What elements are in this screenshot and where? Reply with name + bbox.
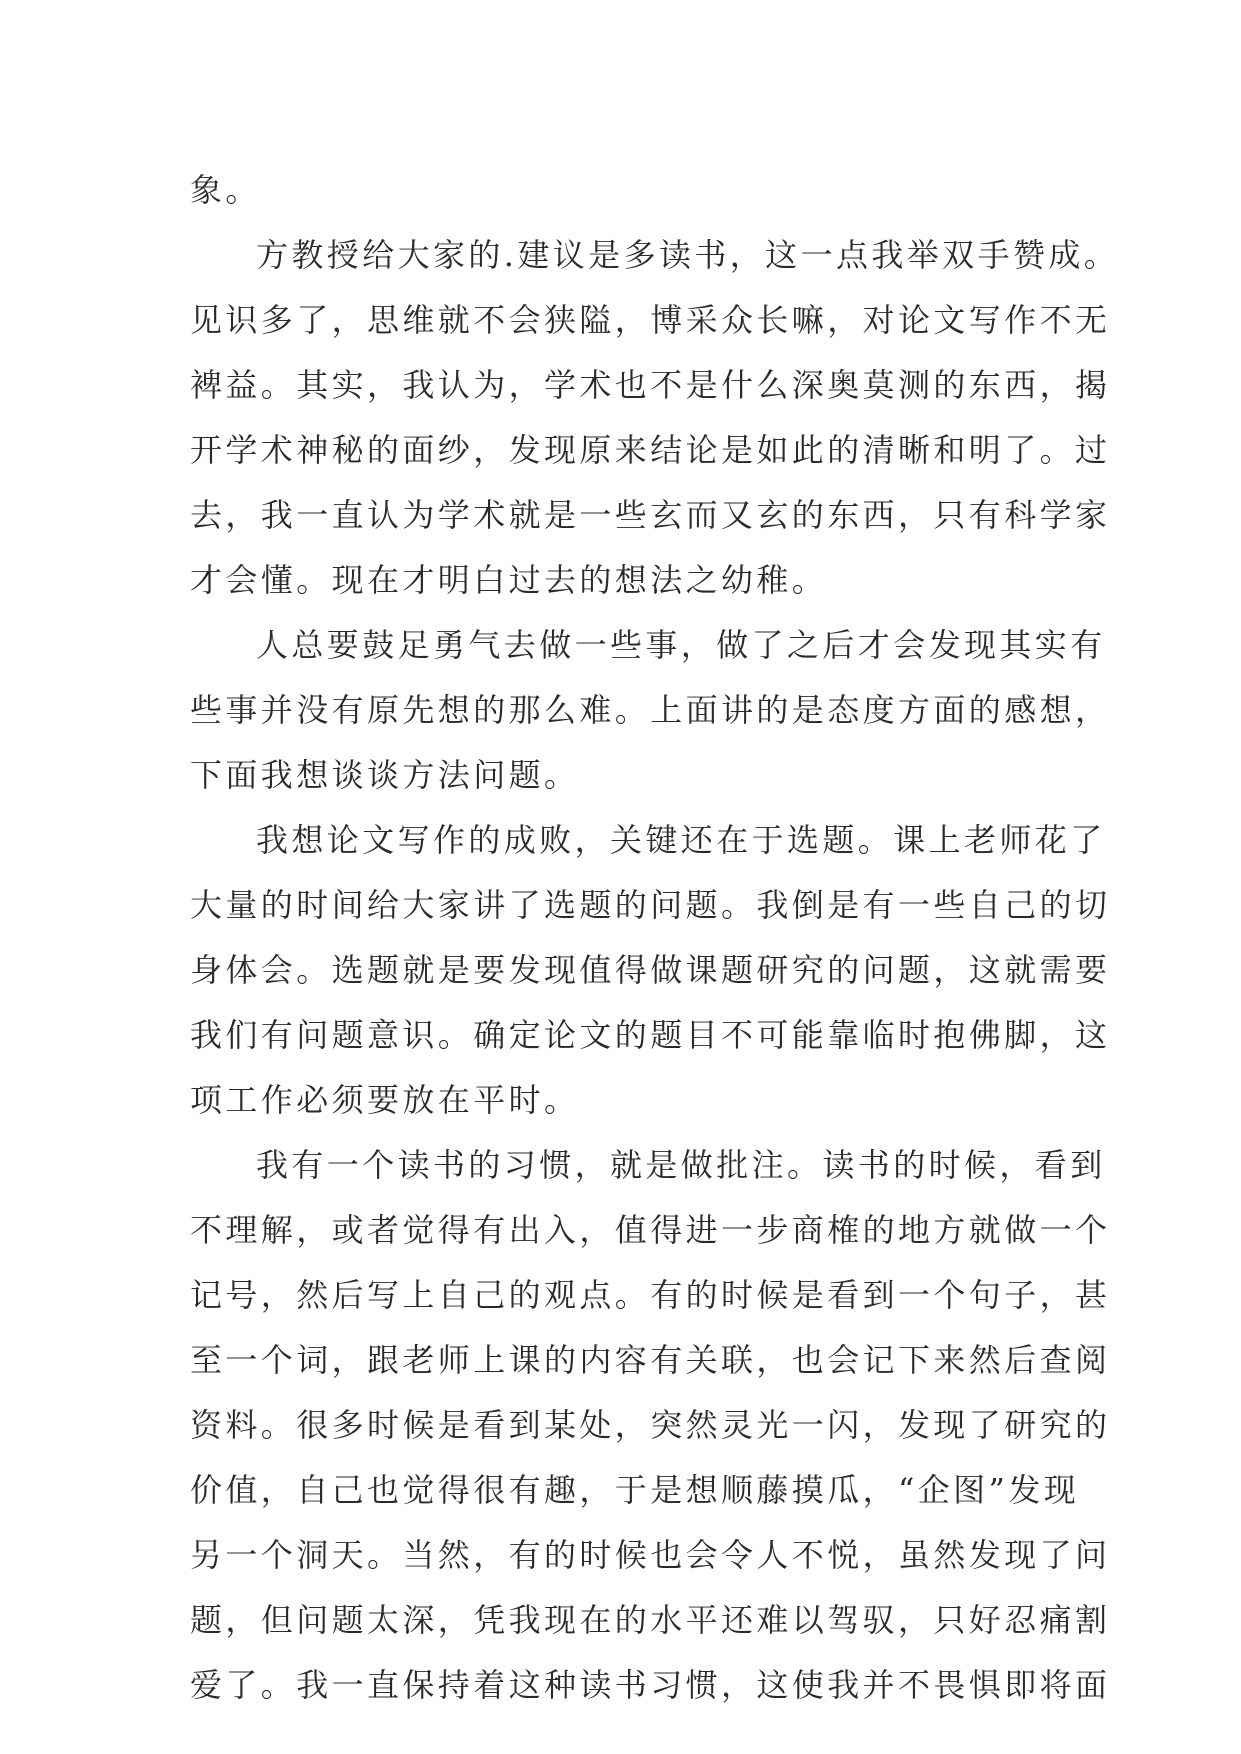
paragraph-line: 另一个洞天。当然，有的时候也会令人不悦，虽然发现了问	[190, 1536, 1111, 1574]
paragraph-line: 大量的时间给大家讲了选题的问题。我倒是有一些自己的切	[190, 886, 1111, 924]
paragraph-line: 项工作必须要放在平时。	[190, 1081, 580, 1119]
paragraph-line: 我有一个读书的习惯，就是做批注。读书的时候，看到	[256, 1146, 1106, 1184]
paragraph-line: 至一个词，跟老师上课的内容有关联，也会记下来然后查阅	[190, 1341, 1111, 1379]
paragraph-line: 我们有问题意识。确定论文的题目不可能靠临时抱佛脚，这	[190, 1016, 1111, 1054]
paragraph-5	[190, 1133, 1111, 1718]
paragraph-line: 资料。很多时候是看到某处，突然灵光一闪，发现了研究的	[190, 1406, 1111, 1444]
paragraph-line: 记号，然后写上自己的观点。有的时候是看到一个句子，甚	[190, 1276, 1111, 1314]
paragraph-line: 些事并没有原先想的那么难。上面讲的是态度方面的感想，	[190, 691, 1111, 729]
paragraph-line: 价值，自己也觉得很有趣，于是想顺藤摸瓜，“企图”发现	[190, 1471, 1080, 1509]
paragraph-3	[190, 613, 1111, 808]
paragraph-line: 我想论文写作的成败，关键还在于选题。课上老师花了	[256, 821, 1106, 859]
paragraph-line: 身体会。选题就是要发现值得做课题研究的问题，这就需要	[190, 951, 1111, 989]
paragraph-line: 爱了。我一直保持着这种读书习惯，这使我并不畏惧即将面	[190, 1666, 1111, 1704]
paragraph-line: 才会懂。现在才明白过去的想法之幼稚。	[190, 561, 828, 599]
paragraph-line: 题，但问题太深，凭我现在的水平还难以驾驭，只好忍痛割	[190, 1601, 1111, 1639]
paragraph-1	[190, 158, 1060, 223]
paragraph-4	[190, 808, 1111, 1133]
paragraph-line: 见识多了，思维就不会狭隘，博采众长嘛，对论文写作不无	[190, 301, 1111, 339]
paragraph-line: 方教授给大家的.建议是多读书，这一点我举双手赞成。	[256, 236, 1120, 274]
paragraph-line: 开学术神秘的面纱，发现原来结论是如此的清晰和明了。过	[190, 431, 1111, 469]
paragraph-line: 象。	[190, 171, 261, 209]
paragraph-line: 不理解，或者觉得有出入，值得进一步商榷的地方就做一个	[190, 1211, 1111, 1249]
paragraph-line: 人总要鼓足勇气去做一些事，做了之后才会发现其实有	[256, 626, 1106, 664]
body-text	[190, 158, 1120, 1718]
paragraph-line: 去，我一直认为学术就是一些玄而又玄的东西，只有科学家	[190, 496, 1111, 534]
paragraph-line: 裨益。其实，我认为，学术也不是什么深奥莫测的东西，揭	[190, 366, 1111, 404]
paragraph-line: 下面我想谈谈方法问题。	[190, 756, 580, 794]
paragraph-2	[190, 223, 1120, 613]
